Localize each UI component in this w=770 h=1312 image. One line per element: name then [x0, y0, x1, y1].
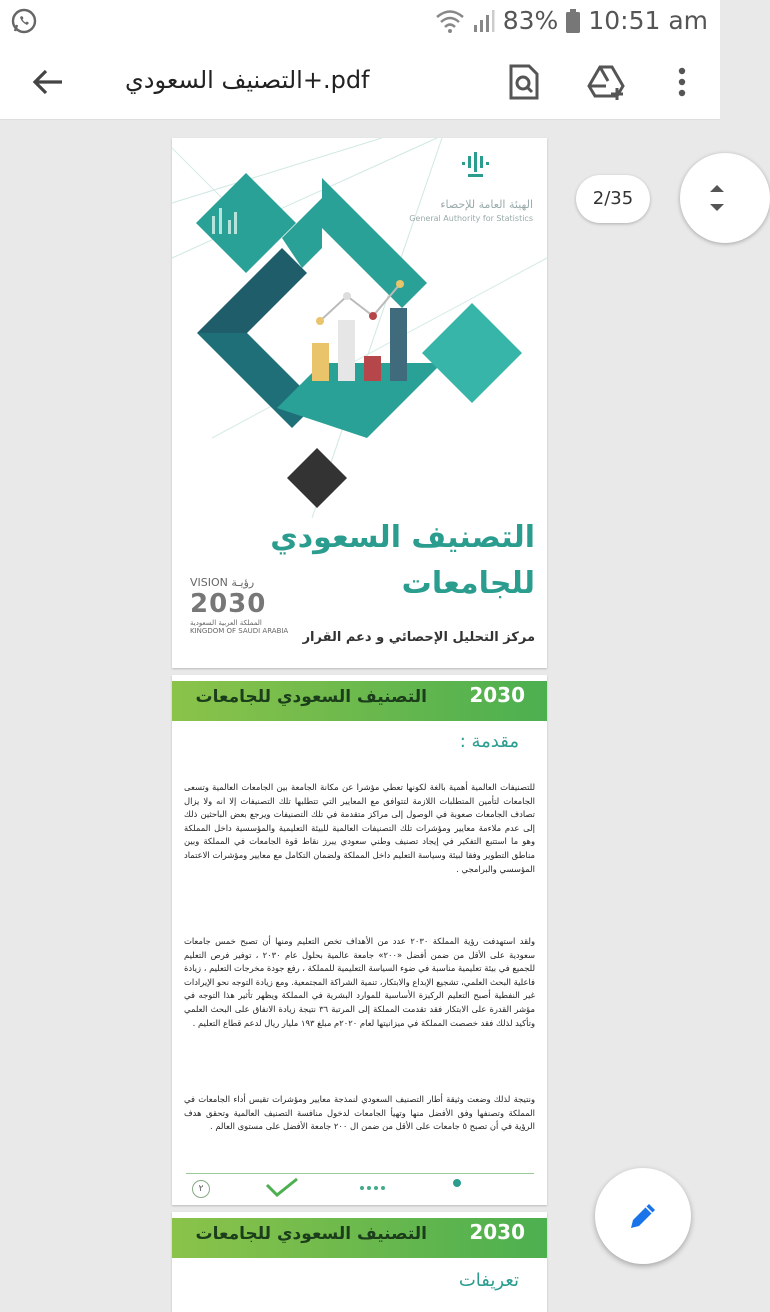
section-heading: تعريفات	[458, 1270, 519, 1291]
cover-subtitle: للجامعات	[401, 566, 535, 601]
section-heading: مقدمة :	[459, 731, 519, 752]
arrow-left-icon[interactable]	[30, 64, 66, 100]
banner-vision-year: 2030	[469, 1220, 525, 1244]
scroll-arrows-icon	[702, 178, 732, 218]
gastat-name-ar: الهيئة العامة للإحصاء	[440, 198, 533, 211]
battery-percent: 83%	[502, 6, 559, 35]
vision-kingdom-en: KINGDOM OF SAUDI ARABIA	[190, 627, 289, 635]
vision-year: 2030	[190, 589, 267, 619]
banner-title: التصنيف السعودي للجامعات	[195, 1224, 427, 1244]
pdf-page-cover	[172, 138, 547, 668]
page-indicator: 2/35	[576, 175, 650, 223]
pdf-page-definitions	[172, 1212, 547, 1312]
footer-divider	[186, 1173, 534, 1174]
wifi-icon	[435, 8, 465, 34]
app-bar	[0, 44, 720, 120]
signal-icon	[473, 9, 495, 33]
whatsapp-icon	[10, 7, 38, 35]
status-bar	[0, 0, 720, 44]
paragraph-2: ولقد استهدفت رؤية المملكة ٢٠٣٠ عدد من الأهداف تخص التعليم ومنها أن تصبح خمس جامعات سعودية على الأقل من ضمن أفضل «٢٠٠» جامعة عالمية بحلول عام ٢٠٣٠ ، توفير فرص التعليم للجميع في بيئة تعليمية مناسبة في ضوء السياسة التعليمية للمملكة ، رفع جودة مخرجات التعليم ، زيادة فاعلية البحث العلمي، تشجيع الإبداع والابتكار، تنمية الشراكة المجتمعية. ومع زيادة التوجه نحو الإيرادات غير النفطية أصبح التعليم الركيزة الأساسية للموارد البشرية في المملكة ويظهر تأثير هذا التوجه في مؤشر القدرة على الابتكار فقد تقدمت المملكة إلى المرتبة ٣٦ نتيجة زيادة الانفاق على البحث العلمي وتأكيد لذلك فقد خصصت المملكة في ميزانيتها لعام ٢٠٢٠م مبلغ ١٩٣ مليار ريال لدعم قطاع التعليم .	[183, 936, 536, 1028]
pdf-page-introduction	[172, 675, 547, 1205]
banner-vision-year: 2030	[469, 683, 525, 707]
gastat-name-en: General Authority for Statistics	[409, 214, 533, 223]
clock: 10:51 am	[588, 6, 708, 35]
pencil-icon	[625, 1198, 661, 1234]
vision-2030-logo	[190, 576, 288, 635]
vision-label-ar: رؤيـة	[231, 576, 255, 589]
page-banner	[172, 1218, 547, 1258]
cover-department: مركز التحليل الإحصائي و دعم القرار	[302, 630, 535, 645]
paragraph-1: للتصنيفات العالمية أهمية بالغة لكونها تعطي مؤشرا عن مكانة الجامعة بين الجامعات العالمية وتسعى الجامعات لتأمين المتطلبات اللازمة لتتوافق مع المعايير التي تتطلبها تلك التصنيفات إلا انه ولا يزال تصادف الجامعات صعوبة في الوصول إلى مراكز متقدمة في تلك التصنيفات ويرجع بعض الباحثين ذلك إلى عدم ملاءمة معايير ومؤشرات تلك التصنيفات العالمية للبيئة التعليمية والمؤسسية داخل المملكة وهو ما استتبع التفكير في إيجاد تصنيف وطني سعودي يبرز نقاط قوة الجامعات في المملكة وبين مناطق التطوير وفقا لبيئة وسياسة التعليم داخل المملكة ولضمان التكامل مع معايير ومؤشرات الاعتماد المؤسسي والبرامجي .	[184, 782, 535, 874]
more-vert-icon[interactable]	[662, 62, 702, 102]
page-number: ٢	[192, 1180, 210, 1198]
banner-title: التصنيف السعودي للجامعات	[195, 687, 427, 707]
battery-icon	[566, 9, 580, 33]
paragraph-3: ونتيجة لذلك وضعت وثيقة أطار التصنيف السعودي لنمذجة معايير ومؤشرات تقيس أداء الجامعات في المملكة وتصنفها وفق الأفضل منها وتهيأ الجامعات لدخول منافسة التصنيف العالمية وتحقق هدف الرؤية في أن تصبح ٥ جامعات على الأقل من ضمن ال ٢٠٠ جامعة الأفضل على مستوى العالم .	[184, 1094, 535, 1132]
page-banner	[172, 681, 547, 721]
edit-fab[interactable]	[595, 1168, 691, 1264]
search-document-icon[interactable]	[503, 62, 543, 102]
fast-scroll-handle[interactable]	[680, 153, 770, 243]
document-title: التصنيف السعودي+.pdf	[125, 66, 370, 94]
vision-kingdom-ar: المملكة العربية السعودية	[190, 619, 262, 627]
footer-logos	[172, 1175, 547, 1205]
pdf-viewer[interactable]	[0, 120, 720, 1291]
add-to-drive-icon[interactable]	[586, 62, 626, 102]
vision-label-en: VISION	[190, 576, 228, 589]
cover-title: التصنيف السعودي	[270, 520, 535, 555]
